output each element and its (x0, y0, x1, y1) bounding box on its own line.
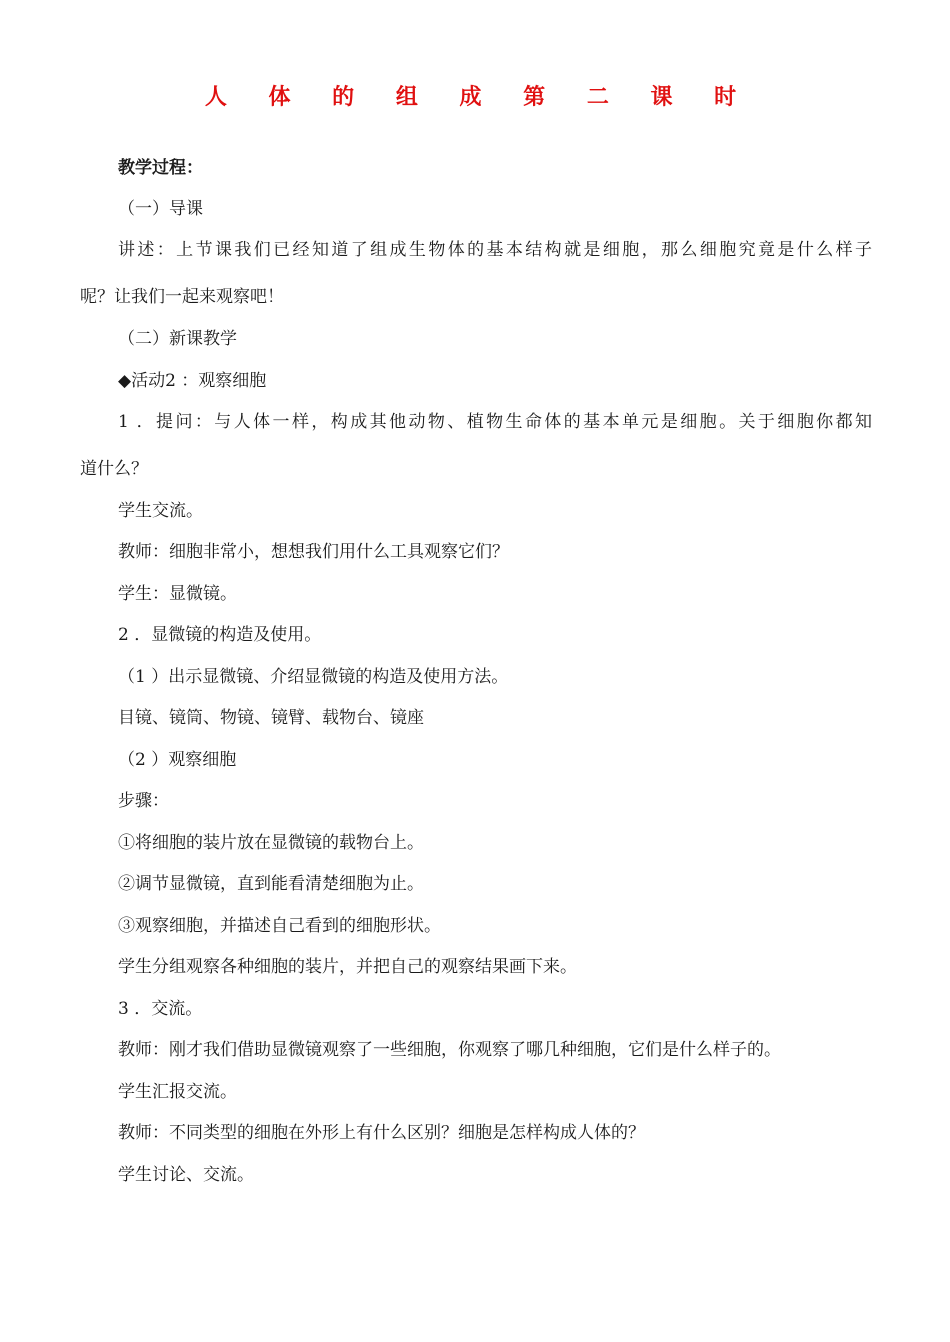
step-item: ③观察细胞，并描述自己看到的细胞形状。 (118, 916, 441, 936)
step-item: ①将细胞的装片放在显微镜的载物台上。 (118, 833, 424, 853)
paragraph-line: 学生汇报交流。 (118, 1082, 237, 1102)
numbered-subitem: （2 ）观察细胞 (118, 750, 237, 770)
paragraph-line-continuation: 道什么？ (80, 459, 148, 479)
paragraph-line: 1 ．提问：与人体一样，构成其他动物、植物生命体的基本单元是细胞。关于细胞你都知 (118, 412, 872, 432)
paragraph-line: 学生：显微镜。 (118, 584, 237, 604)
paragraph-line: 讲述：上节课我们已经知道了组成生物体的基本结构就是细胞，那么细胞究竟是什么样子 (118, 240, 872, 260)
numbered-item: 2 ．显微镜的构造及使用。 (118, 625, 322, 645)
paragraph-line-continuation: 呢？让我们一起来观察吧！ (80, 287, 284, 307)
subheading-new-lesson: （二）新课教学 (118, 329, 237, 349)
paragraph-line: 步骤： (118, 791, 169, 811)
paragraph-line: 教师：细胞非常小，想想我们用什么工具观察它们？ (118, 542, 509, 562)
paragraph-line: 目镜、镜筒、物镜、镜臂、载物台、镜座 (118, 708, 424, 728)
page-title: 人 体 的 组 成 第 二 课 时 (204, 85, 754, 110)
paragraph-line: 学生讨论、交流。 (118, 1165, 254, 1185)
numbered-item: 3 ．交流。 (118, 999, 203, 1019)
paragraph-line: 学生交流。 (118, 501, 203, 521)
paragraph-line: 学生分组观察各种细胞的装片，并把自己的观察结果画下来。 (118, 957, 577, 977)
paragraph-line: 教师：刚才我们借助显微镜观察了一些细胞，你观察了哪几种细胞，它们是什么样子的。 (118, 1040, 781, 1060)
section-heading-teaching-process: 教学过程： (118, 158, 203, 178)
step-item: ②调节显微镜，直到能看清楚细胞为止。 (118, 874, 424, 894)
subheading-intro: （一）导课 (118, 199, 203, 219)
activity-heading: ◆活动2 ：观察细胞 (118, 371, 267, 391)
paragraph-line: 教师：不同类型的细胞在外形上有什么区别？细胞是怎样构成人体的？ (118, 1123, 645, 1143)
numbered-subitem: （1 ）出示显微镜、介绍显微镜的构造及使用方法。 (118, 667, 509, 687)
